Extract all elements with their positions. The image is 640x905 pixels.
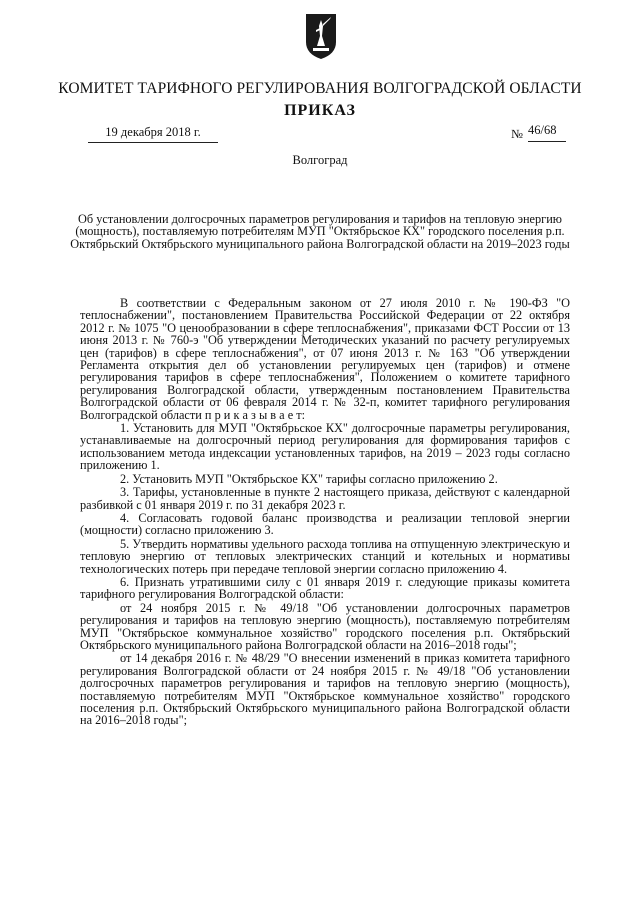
repealed-order-item: от 14 декабря 2016 г. № 48/29 "О внесении изменений в приказ комитета тарифного регулирования Волгоградской области от 24 ноября 2015 г. № 49/18 "Об установлении долгосрочных параметров регулирования и тарифов на тепловую энергию (мощность), поставляемую потребителям МУП "Октябрьское коммунальное хозяйство" городского поселения р.п. Октябрьский Октябрьского муниципального района Волгоградской области на 2016–2018 годы"; xyxy=(80,651,570,728)
order-date: 19 декабря 2018 г. xyxy=(88,125,218,143)
committee-name: КОМИТЕТ ТАРИФНОГО РЕГУЛИРОВАНИЯ ВОЛГОГРАДСКОЙ ОБЛАСТИ xyxy=(58,80,582,97)
order-number: 46/68 xyxy=(528,123,566,142)
clause-paragraph: 4. Согласовать годовой баланс производства и реализации тепловой энергии (мощности) согласно приложению 3. xyxy=(80,510,570,538)
city-name: Волгоград xyxy=(292,153,348,167)
clause-paragraph: 2. Установить МУП "Октябрьское КХ" тарифы согласно приложению 2. xyxy=(120,471,498,486)
repealed-order-item: от 24 ноября 2015 г. № 49/18 "Об установлении долгосрочных параметров регулирования и тарифов на тепловую энергию (мощность), поставляемую потребителям МУП "Октябрьское коммунальное хозяйство" городского поселения р.п. Октябрьский Октябрьского муниципального района Волгоградской области на 2016–2018 годы"; xyxy=(80,600,570,652)
coat-of-arms-emblem xyxy=(304,12,338,60)
clause-paragraph: 5. Утвердить нормативы удельного расхода топлива на отпущенную электрическую и тепловую энергию от тепловых электрических станций и котельных и нормативы технологических потерь при передаче тепловой энергии согласно приложению 4. xyxy=(80,536,570,576)
clause-paragraph: 6. Признать утратившими силу с 01 января 2019 г. следующие приказы комитета тарифного регулирования Волгоградской области: xyxy=(80,574,570,602)
preamble-paragraph: В соответствии с Федеральным законом от 27 июля 2010 г. № 190-ФЗ "О теплоснабжении", постановлением Правительства Российской Федерации от 22 октября 2012 г. № 1075 "О ценообразовании в сфере теплоснабжения", приказами ФСТ России от 13 июня 2013 г. № 760-э "Об утверждении Методических указаний по расчету регулируемых цен (тарифов) в сфере теплоснабжения", от 07 июня 2013 г. № 163 "Об утверждении Регламента открытия дел об установлении регулируемых цен (тарифов) и отмене регулирования тарифов в сфере теплоснабжения", Положением о комитете тарифного регулирования Волгоградской области, утвержденным постановлением Правительства Волгоградской области от 06 февраля 2014 г. № 32-п, комитет тарифного регулирования Волгоградской области п р и к а з ы в а е т: xyxy=(80,296,570,422)
order-subject: Об установлении долгосрочных параметров регулирования и тарифов на тепловую энергию (мощность), поставляемую потребителям МУП "Октябрьское КХ" городского поселения р.п. Октябрьский Октябрьского муниципального района Волгоградской области на 2019–2023 годы xyxy=(70,212,570,251)
order-body xyxy=(80,297,570,727)
document-title: ПРИКАЗ xyxy=(284,102,356,119)
number-sign: № xyxy=(511,127,523,141)
clause-paragraph: 3. Тарифы, установленные в пункте 2 настоящего приказа, действуют с календарной разбивкой с 01 января 2019 г. по 31 декабря 2023 г. xyxy=(80,485,570,512)
clause-paragraph: 1. Установить для МУП "Октябрьское КХ" долгосрочные параметры регулирования, устанавливаемые на долгосрочный период регулирования для формирования тарифов с использованием метода индексации установленных тарифов, на 2019 – 2023 годы согласно приложению 1. xyxy=(80,421,570,473)
